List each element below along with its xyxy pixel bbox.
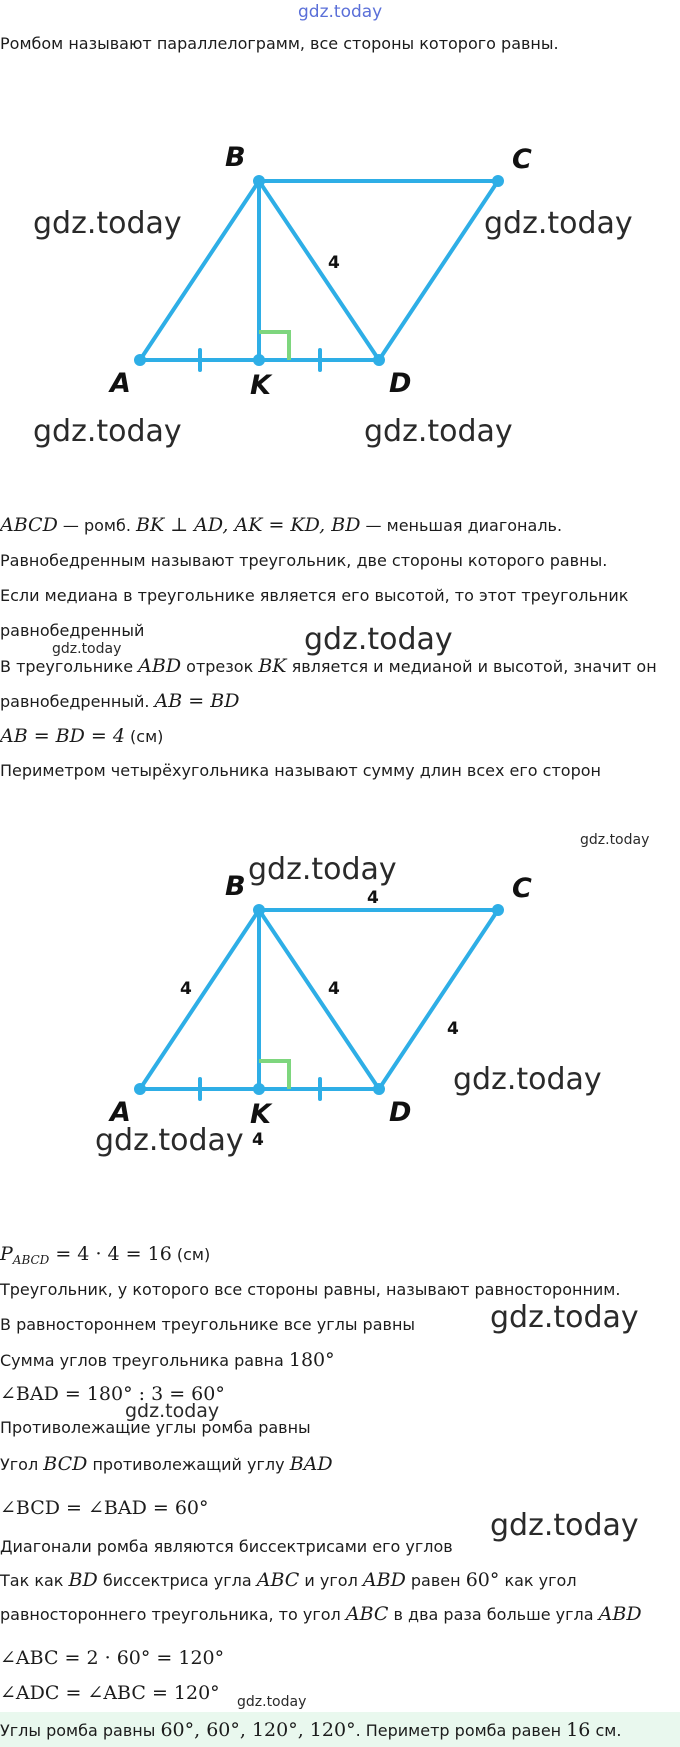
text2-line8: ∠BCD = ∠BAD = 60° bbox=[0, 1497, 209, 1519]
label-d: D bbox=[389, 368, 412, 399]
text2-line3: В равностороннем треугольнике все углы равны bbox=[0, 1315, 416, 1334]
label-cd: 4 bbox=[447, 1019, 459, 1039]
watermark: gdz.today bbox=[580, 832, 650, 848]
answer-line: Углы ромба равны 60°, 60°, 120°, 120°. Периметр ромба равен 16 см. bbox=[0, 1719, 622, 1741]
intro-text: Ромбом называют параллелограмм, все стороны которого равны. bbox=[0, 34, 559, 53]
text1-line5: В треугольнике ABD отрезок BK является и медианой и высотой, значит он bbox=[0, 655, 657, 677]
point-a bbox=[134, 1083, 146, 1095]
point-c bbox=[492, 175, 504, 187]
watermark: gdz.today bbox=[453, 1062, 602, 1097]
watermark: gdz.today bbox=[364, 414, 513, 449]
watermark: gdz.today bbox=[248, 852, 397, 887]
text1-line8: Периметром четырёхугольника называют сумму длин всех его сторон bbox=[0, 761, 601, 780]
right-angle-mark bbox=[259, 332, 289, 360]
watermark: gdz.today bbox=[33, 206, 182, 241]
text2-line2: Треугольник, у которого все стороны равны, называют равносторонним. bbox=[0, 1280, 621, 1299]
label-d: D bbox=[389, 1097, 412, 1128]
point-c bbox=[492, 904, 504, 916]
watermark: gdz.today bbox=[490, 1300, 639, 1335]
text1-line7: AB = BD = 4 (см) bbox=[0, 725, 164, 747]
watermark: gdz.today bbox=[484, 206, 633, 241]
text2-line10: Так как BD биссектриса угла ABC и угол ABD равен 60° как угол bbox=[0, 1569, 577, 1591]
label-b: B bbox=[225, 871, 246, 902]
header-watermark: gdz.today bbox=[298, 2, 383, 22]
label-c: C bbox=[512, 144, 532, 175]
label-a: A bbox=[110, 368, 131, 399]
point-b bbox=[253, 904, 265, 916]
watermark: gdz.today bbox=[95, 1123, 244, 1158]
point-d bbox=[373, 354, 385, 366]
watermark: gdz.today bbox=[52, 641, 122, 657]
right-angle-mark bbox=[259, 1061, 289, 1089]
point-d bbox=[373, 1083, 385, 1095]
text2-line1: $P_{ABCD} = 4 \cdot 4 = 16$ (см) bbox=[0, 1243, 211, 1268]
watermark: gdz.today bbox=[125, 1400, 220, 1422]
label-c: C bbox=[512, 873, 532, 904]
point-k bbox=[253, 354, 265, 366]
side-ab bbox=[140, 910, 259, 1089]
label-bd: 4 bbox=[328, 253, 340, 273]
label-k: K bbox=[250, 370, 271, 401]
label-bc: 4 bbox=[367, 888, 379, 908]
text1-line3: Если медиана в треугольнике является его высотой, то этот треугольник bbox=[0, 586, 629, 605]
text2-line6: Противолежащие углы ромба равны bbox=[0, 1418, 311, 1437]
label-k: K bbox=[250, 1099, 271, 1130]
point-b bbox=[253, 175, 265, 187]
text2-line12: ∠ABC = 2 · 60° = 120° bbox=[0, 1647, 225, 1669]
label-ad: 4 bbox=[252, 1130, 264, 1150]
text1-line6: равнобедренный. AB = BD bbox=[0, 690, 240, 712]
watermark: gdz.today bbox=[33, 414, 182, 449]
watermark: gdz.today bbox=[237, 1694, 307, 1710]
side-cd bbox=[379, 181, 498, 360]
text1-line4: равнобедренный bbox=[0, 621, 145, 640]
text2-line4: Сумма углов треугольника равна 180° bbox=[0, 1349, 335, 1371]
label-bd: 4 bbox=[328, 979, 340, 999]
watermark: gdz.today bbox=[490, 1508, 639, 1543]
watermark: gdz.today bbox=[304, 622, 453, 657]
text2-line7: Угол BCD противолежащий углу BAD bbox=[0, 1453, 333, 1475]
point-k bbox=[253, 1083, 265, 1095]
label-a: A bbox=[110, 1097, 131, 1128]
text2-line11: равностороннего треугольника, то угол ABC в два раза больше угла ABD bbox=[0, 1603, 642, 1625]
label-ab: 4 bbox=[180, 979, 192, 999]
label-b: B bbox=[225, 142, 246, 173]
text2-line9: Диагонали ромба являются биссектрисами его углов bbox=[0, 1537, 453, 1556]
text1-line1: ABCD — ромб. BK ⊥ AD, AK = KD, BD — меньшая диагональ. bbox=[0, 514, 563, 536]
text2-line5: ∠BAD = 180° : 3 = 60° bbox=[0, 1383, 225, 1405]
point-a bbox=[134, 354, 146, 366]
text1-line2: Равнобедренным называют треугольник, две стороны которого равны. bbox=[0, 551, 608, 570]
text2-line13: ∠ADC = ∠ABC = 120° bbox=[0, 1682, 220, 1704]
